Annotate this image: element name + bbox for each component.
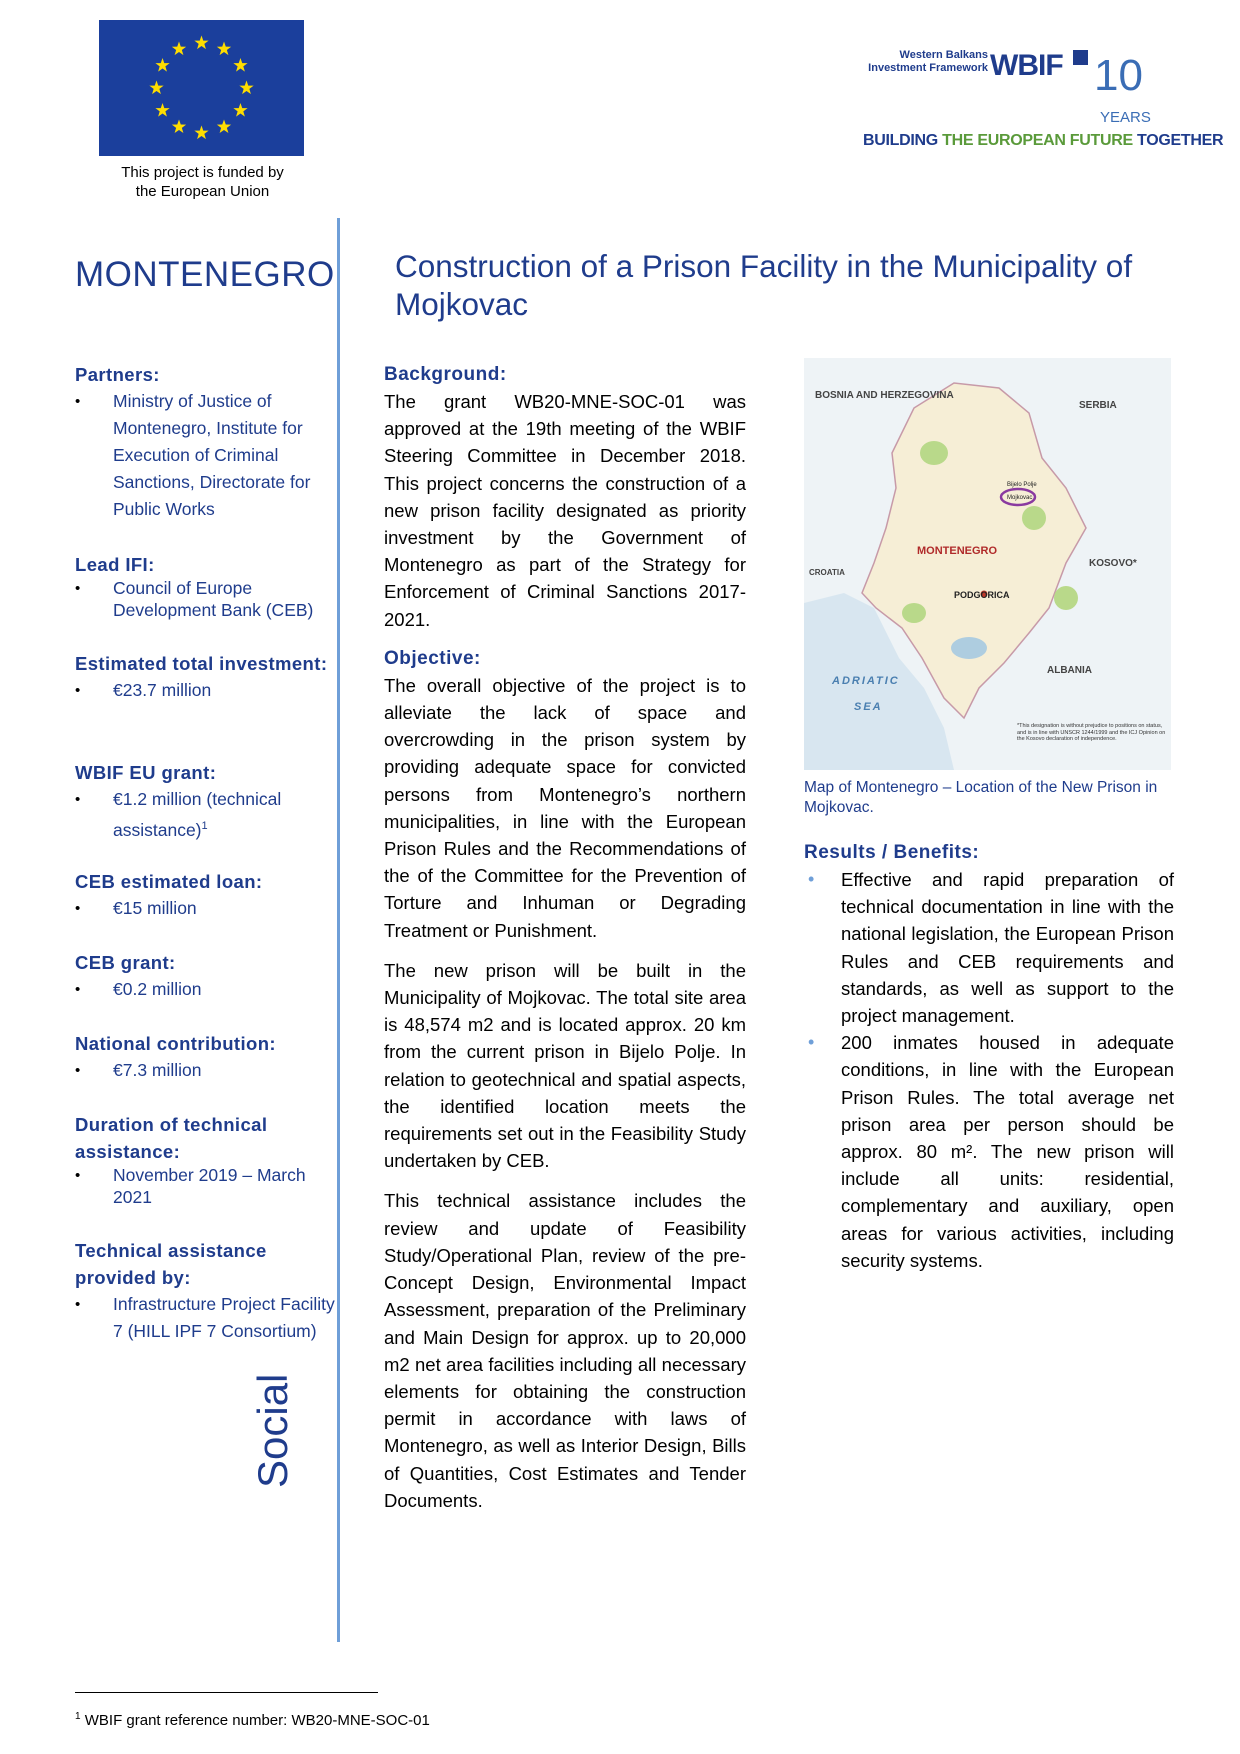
wbif-10-years-logo [850,44,1224,154]
wbif-slogan-part3: TOGETHER [1137,132,1224,149]
wbif-grant-heading: WBIF EU grant: [75,762,217,783]
eu-funding-caption: This project is funded by the European Union [121,164,284,200]
ceb-grant-heading: CEB grant: [75,952,176,973]
wbif-anniversary-word: YEARS [1100,109,1151,126]
footnote-text: WBIF grant reference number: WB20-MNE-SOC-01 [84,1712,430,1729]
map-caption: Map of Montenegro – Location of the New Prison in Mojkovac. [804,779,1158,816]
label-kosovo: KOSOVO* [1089,558,1137,569]
wbif-acronym: WBIF [990,49,1063,82]
objective-paragraph: The new prison will be built in the Municipality of Mojkovac. The total site area is 48,574 m2 and is located approx. 20 km from the current prison in Bijelo Polje. In relation to geotechnical and spatial aspects, the identified location meets the requirements set out in the Feasibility Study undertaken by CEB. [384,959,746,1172]
footnote-mark: 1 [75,1711,81,1722]
footnote [75,1711,430,1729]
wbif-square [1073,50,1088,65]
technical-assistance-heading: Technical assistance provided by: [75,1240,267,1288]
estimated-investment-section [75,650,335,704]
biogradska-park [1022,506,1046,530]
skadar-lake [951,637,987,659]
technical-assistance-item: • Infrastructure Project Facility 7 (HILL IPF 7 Consortium) [75,1291,335,1345]
label-bijelo-polje: Bijelo Polje [1007,482,1037,488]
objective-heading: Objective: [384,647,481,669]
lead-ifi-heading: Lead IFI: [75,554,155,575]
background-heading: Background: [384,364,507,385]
results-heading: Results / Benefits: [804,842,980,863]
prokletije-park [1054,586,1078,610]
partners-heading: Partners: [75,364,160,385]
national-contribution-section [75,1030,335,1084]
country-name: MONTENEGRO [75,255,335,294]
label-montenegro: MONTENEGRO [917,545,998,557]
project-title: Construction of a Prison Facility in the Municipality of Mojkovac [395,248,1133,322]
wbif-name-line1: Western Balkans [899,49,988,61]
estimated-investment-heading: Estimated total investment: [75,653,328,674]
duration-heading: Duration of technical assistance: [75,1114,268,1162]
label-podgorica: PODGORICA [954,590,1010,600]
ceb-loan-heading: CEB estimated loan: [75,871,263,892]
footnote-rule [75,1692,378,1693]
national-contribution-heading: National contribution: [75,1033,276,1054]
lead-ifi-section [75,551,335,621]
main-column [384,361,746,1514]
objective-paragraph: This technical assistance includes the review and update of Feasibility Study/Operational Plan, review of the pre-Concept Design, Environmental Impact Assessment, preparation of the Preliminary and Main Design for approx. up to 20,000 m2 net area facilities including all necessary elements for obtaining the construction permit in accordance with laws of Montenegro, as well as Interior Design, Bills of Quantities, Cost Estimates and Tender Documents. [384,1190,746,1511]
label-sea-line2: SEA [854,701,883,713]
wbif-slogan-part1: BUILDING [863,132,938,149]
label-albania: ALBANIA [1047,665,1092,676]
map-note: *This designation is without prejudice to positions on status, and is in line with UNSCR 1244/1999 and the ICJ Opinion on the Kosovo declaration of independence. [1017,723,1166,742]
label-serbia: SERBIA [1079,400,1117,411]
ceb-grant-item: • €0.2 million [75,976,335,1003]
estimated-investment-item: • €23.7 million [75,677,335,704]
vertical-divider [337,218,340,1642]
results-item: • Effective and rapid preparation of technical documentation in line with the national legislation, the European Prison Rules and CEB requirements and standards, as well as support to the project management. [804,866,1174,1029]
wbif-grant-text: €1.2 million (technical assistance) [113,789,282,840]
label-mojkovac: Mojkovac [1007,495,1033,501]
ceb-loan-item: • €15 million [75,895,335,922]
wbif-grant-item [75,786,335,844]
national-contribution-item: • €7.3 million [75,1057,335,1084]
eu-flag-logo [99,20,304,156]
label-croatia: CROATIA [809,568,845,577]
ceb-grant-section [75,949,335,1003]
montenegro-map [804,358,1171,770]
lead-ifi-item: • Council of Europe Development Bank (CEB) [75,578,335,621]
partners-section [75,361,335,523]
durmitor-park [920,441,948,465]
sector-label: Social [249,1373,296,1488]
wbif-anniversary-number: 10 [1094,51,1143,100]
svg-text:BUILDING THE EUROPEAN FUTU [863,132,1224,149]
footnote-reference[interactable]: 1 [201,820,208,832]
results-section [804,839,1174,1274]
partners-item: • Ministry of Justice of Montenegro, Institute for Execution of Criminal Sanctions, Directorate for Public Works [75,388,335,523]
duration-item: • November 2019 – March 2021 [75,1165,335,1208]
objective-paragraph: The overall objective of the project is to alleviate the lack of space and overcrowding in the prison system by providing adequate space for convicted persons from Montenegro’s northern municipalities, in line with the European Prison Rules and the Recommendations of the of the Committee for the Prevention of Torture and Inhuman or Degrading Treatment or Punishment. [384,674,746,941]
wbif-slogan-part2: THE EUROPEAN FUTURE [942,132,1133,149]
background-text: The grant WB20-MNE-SOC-01 was approved at the 19th meeting of the WBIF Steering Committee in December 2018. This project concerns the construction of a new prison facility designated as priority investment by the Government of Montenegro as part of the Strategy for Enforcement of Criminal Sanctions 2017-2021. [384,391,746,630]
label-bih: BOSNIA AND HERZEGOVINA [815,390,954,401]
ceb-loan-section [75,868,335,922]
wbif-grant-section [75,759,335,844]
wbif-name-line2: Investment Framework [868,62,988,74]
label-sea-line1: ADRIATIC [832,675,900,687]
results-item: • 200 inmates housed in adequate conditions, in line with the European Prison Rules. The total average net prison area per person should be approx. 80 m². The new prison will include all units: residential, complementary and auxiliary, open areas for various activities, including security systems. [804,1029,1174,1274]
duration-section [75,1111,335,1208]
lovcen-park [902,603,926,623]
